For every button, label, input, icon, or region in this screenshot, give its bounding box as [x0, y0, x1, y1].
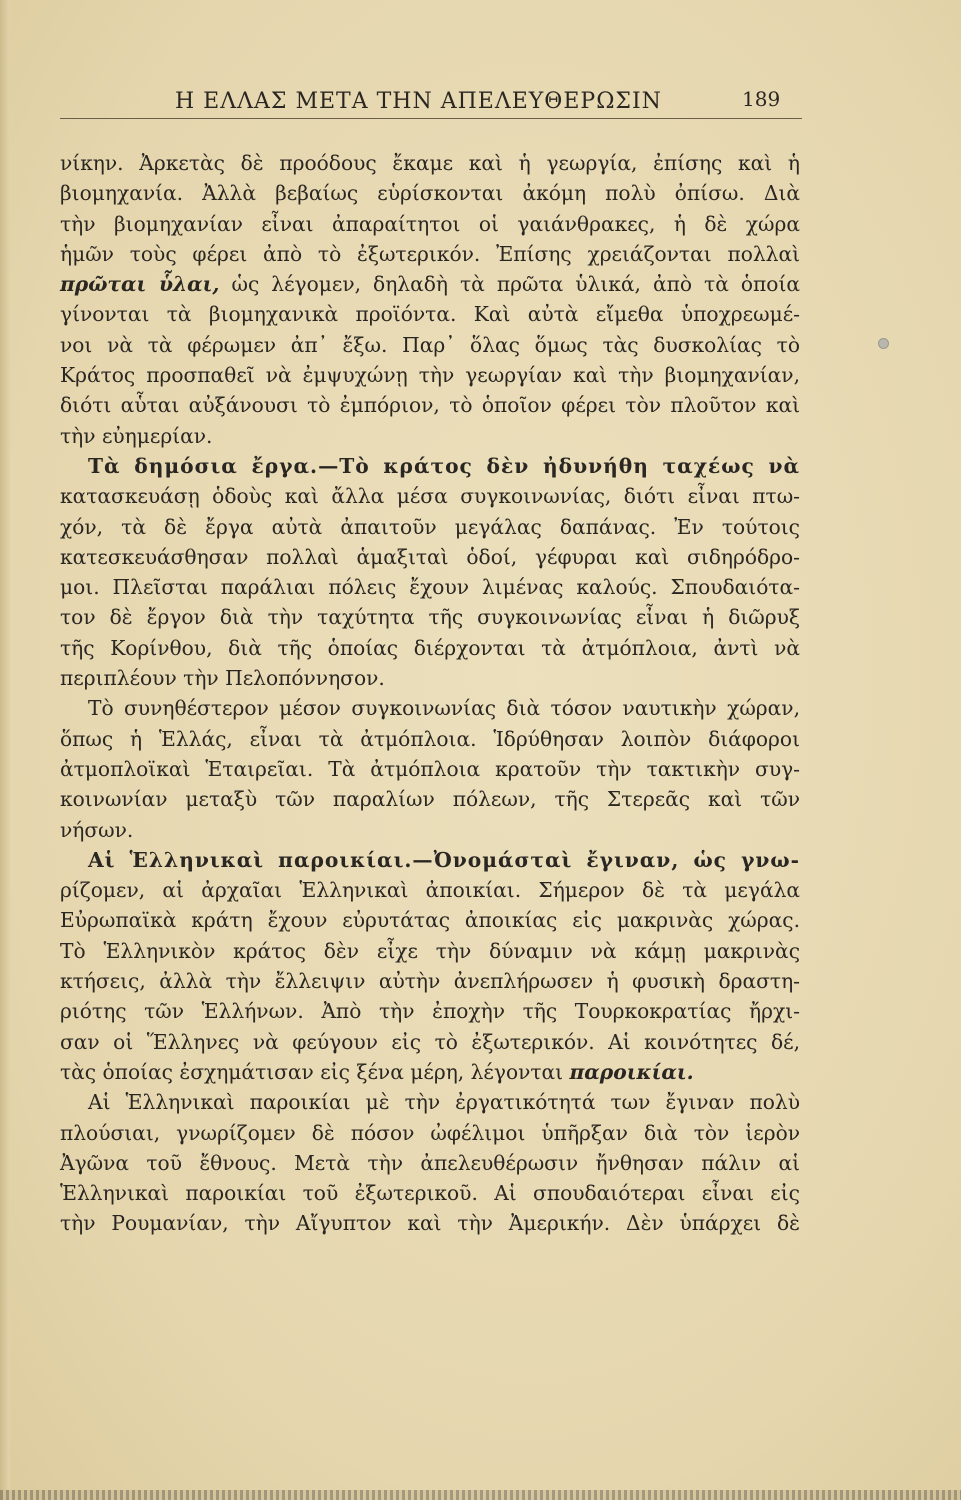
- text-line: Κράτος προσπαθεῖ νὰ ἐμψυχώνῃ τὴν γεωργίαν καὶ τὴν βιομηχανίαν,: [60, 363, 800, 388]
- page-header: [60, 83, 800, 123]
- text-line: ὅπως ἡ Ἑλλάς, εἶναι τὰ ἀτμόπλοια. Ἱδρύθησαν λοιπὸν διάφοροι: [60, 726, 800, 751]
- emphasis-raw-materials: πρῶται ὗλαι,: [60, 272, 220, 297]
- text-line: νοι νὰ τὰ φέρωμεν ἀπ᾽ ἔξω. Παρ᾽ ὅλας ὅμως τὰς δυσκολίας τὸ: [60, 332, 800, 357]
- running-head: Η ΕΛΛΑΣ ΜΕΤΑ ΤΗΝ ΑΠΕΛΕΥΘΕΡΩΣΙΝ: [175, 89, 662, 114]
- text-line: νήσων.: [60, 817, 134, 842]
- emphasis-colonies: παροικίαι.: [569, 1059, 694, 1084]
- text-line: μοι. Πλεῖσται παράλιαι πόλεις ἔχουν λιμένας καλούς. Σπουδαιότα-: [60, 575, 800, 600]
- text-line: σαν οἱ Ἕλληνες νὰ φεύγουν εἰς τὸ ἐξωτερικόν. Αἱ κοινότητες δέ,: [60, 1029, 800, 1054]
- text-line: τον δὲ ἔργον διὰ τὴν ταχύτητα τῆς συγκοινωνίας εἶναι ἡ διῶρυξ: [60, 605, 800, 630]
- text-line: κατεσκευάσθησαν πολλαὶ ἁμαξιταὶ ὁδοί, γέφυραι καὶ σιδηρόδρο-: [60, 544, 800, 569]
- page-number: 189: [742, 87, 781, 111]
- text-line: βιομηχανία. Ἀλλὰ βεβαίως εὑρίσκονται ἀκόμη πολὺ ὀπίσω. Διὰ: [60, 181, 800, 206]
- text-line: Τὸ συνηθέστερον μέσον συγκοινωνίας διὰ τόσον ναυτικὴν χώραν,: [88, 696, 800, 721]
- text-line: Εὐρωπαϊκὰ κράτη ἔχουν εὐρυτάτας ἀποικίας εἰς μακρινὰς χώρας.: [60, 908, 800, 933]
- header-rule: [60, 118, 802, 119]
- text-line: κατασκευάσῃ ὁδοὺς καὶ ἄλλα μέσα συγκοινωνίας, διότι εἶναι πτω-: [60, 484, 800, 509]
- text-line: ρίζομεν, αἱ ἀρχαῖαι Ἑλληνικαὶ ἀποικίαι. Σήμερον δὲ τὰ μεγάλα: [60, 878, 800, 903]
- text-line: τὰς ὁποίας ἐσχημάτισαν εἰς ξένα μέρη, λέγονται παροικίαι.: [60, 1059, 694, 1084]
- text-line: γίνονται τὰ βιομηχανικὰ προϊόντα. Καὶ αὐτὰ εἴμεθα ὑποχρεωμέ-: [60, 302, 800, 327]
- text-line: περιπλέουν τὴν Πελοπόννησον.: [60, 666, 385, 691]
- text-line: ἀτμοπλοϊκαὶ Ἑταιρεῖαι. Τὰ ἀτμόπλοια κρατοῦν τὴν τακτικὴν συγ-: [60, 756, 800, 781]
- text-line: νίκην. Ἀρκετὰς δὲ προόδους ἔκαμε καὶ ἡ γεωργία, ἐπίσης καὶ ἡ: [60, 151, 800, 175]
- text-line: Ἑλληνικαὶ παροικίαι τοῦ ἐξωτερικοῦ. Αἱ σπουδαιότεραι εἶναι εἰς: [60, 1181, 800, 1206]
- text-line: τὴν Ρουμανίαν, τὴν Αἴγυπτον καὶ τὴν Ἀμερικήν. Δὲν ὑπάρχει δὲ: [60, 1211, 800, 1236]
- text-line: Ἀγῶνα τοῦ ἔθνους. Μετὰ τὴν ἀπελευθέρωσιν ἤνθησαν πάλιν αἱ: [60, 1150, 800, 1175]
- section-heading-colonies: Αἱ Ἑλληνικαὶ παροικίαι.—Ὀνομάσταὶ ἔγιναν, ὡς γνω-: [88, 847, 800, 872]
- text-line: χόν, τὰ δὲ ἔργα αὐτὰ ἀπαιτοῦν μεγάλας δαπάνας. Ἐν τούτοις: [60, 514, 800, 539]
- text-line: πλούσιαι, γνωρίζομεν δὲ πόσον ὠφέλιμοι ὑπῆρξαν διὰ τὸν ἱερὸν: [60, 1120, 800, 1145]
- text-line: ἡμῶν τοὺς φέρει ἀπὸ τὸ ἐξωτερικόν. Ἐπίσης χρειάζονται πολλαὶ: [60, 241, 800, 266]
- text-line: τῆς Κορίνθου, διὰ τῆς ὁποίας διέρχονται τὰ ἀτμόπλοια, ἀντὶ νὰ: [60, 635, 800, 660]
- text-line: πρῶται ὗλαι, ὡς λέγομεν, δηλαδὴ τὰ πρῶτα ὑλικά, ἀπὸ τὰ ὁποία: [60, 272, 800, 297]
- body-text: [60, 148, 800, 1239]
- text-line: τὴν εὐημερίαν.: [60, 423, 213, 448]
- text-line: τὴν βιομηχανίαν εἶναι ἀπαραίτητοι οἱ γαιάνθρακες, ἡ δὲ χώρα: [60, 211, 800, 236]
- text-line: ριότης τῶν Ἑλλήνων. Ἀπὸ τὴν ἐποχὴν τῆς Τουρκοκρατίας ἤρχι-: [60, 999, 800, 1024]
- text-line: Αἱ Ἑλληνικαὶ παροικίαι μὲ τὴν ἐργατικότητά των ἔγιναν πολὺ: [88, 1090, 800, 1115]
- section-heading-public-works: Τὰ δημόσια ἔργα.—Τὸ κράτος δὲν ἠδυνήθη ταχέως νὰ: [88, 453, 800, 478]
- page-spine-shadow: [0, 0, 10, 1500]
- text-line: Τὸ Ἑλληνικὸν κράτος δὲν εἶχε τὴν δύναμιν νὰ κάμῃ μακρινὰς: [60, 938, 800, 963]
- text-line: κτήσεις, ἀλλὰ τὴν ἔλλειψιν αὐτὴν ἀνεπλήρωσεν ἡ φυσικὴ δραστη-: [60, 969, 800, 994]
- text-line: κοινωνίαν μεταξὺ τῶν παραλίων πόλεων, τῆς Στερεᾶς καὶ τῶν: [60, 787, 800, 812]
- text-line: διότι αὗται αὐξάνουσι τὸ ἐμπόριον, τὸ ὁποῖον φέρει τὸν πλοῦτον καὶ: [60, 393, 800, 418]
- bottom-edge-band: [0, 1490, 961, 1500]
- margin-punch-hole: [878, 338, 889, 349]
